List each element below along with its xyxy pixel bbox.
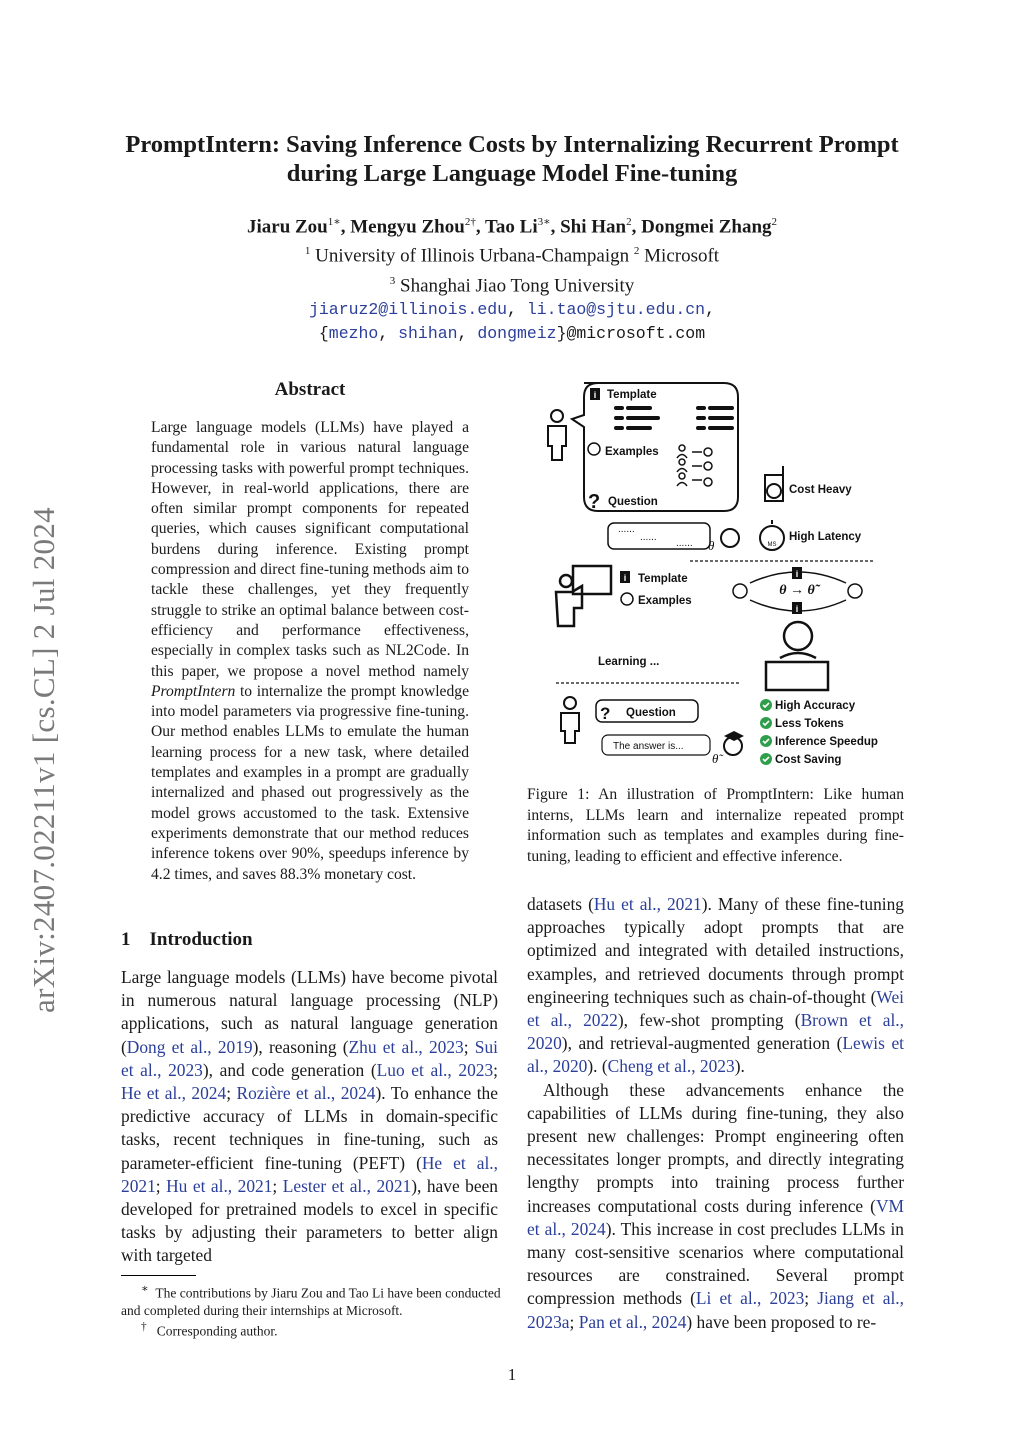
- citation-link[interactable]: Cheng et al., 2023: [607, 1056, 735, 1077]
- paper-title: [0, 130, 1024, 188]
- author-2: Mengyu Zhou: [350, 216, 465, 238]
- person-icon: [548, 410, 566, 460]
- footnote-2: Corresponding author.: [156, 1323, 278, 1338]
- abstract-heading: Abstract: [274, 379, 346, 400]
- email-link-zou[interactable]: jiaruz2@illinois.edu: [309, 299, 508, 319]
- email-link-zhou[interactable]: mezho: [328, 323, 379, 343]
- author-1: Jiaru Zou: [246, 216, 328, 238]
- citation-link[interactable]: He et al., 2021: [121, 1152, 498, 1196]
- right-paragraph-1: datasets (Hu et al., 2021). Many of these fine-tuning approaches typically adopt prompts that are optimized and integrated with detailed instructions, examples, and retrieved documents through prompt engineering techniques such as chain-of-thought (Wei et al., 2022), few-shot prompting (Brown et al., 2020), and retrieval-augmented generation (Lewis et al., 2020). (Cheng et al., 2023).: [527, 894, 904, 1077]
- svg-text:i: i: [795, 569, 799, 579]
- svg-text:i: i: [795, 604, 799, 614]
- citation-link[interactable]: Lewis et al., 2020: [527, 1033, 904, 1077]
- figure-1: [540, 378, 900, 773]
- email-link-han[interactable]: shihan: [398, 323, 458, 343]
- abstract-body: Large language models (LLMs) have played a fundamental role in various natural language processing tasks with powerful prompt techniques. However, in real-world applications, there are often similar prompt components for repeated queries, which causes significant computational burdens during inference. Existing prompt compression and direct fine-tuning methods aim to tackle these challenges, yet they frequently struggle to strike an optimal balance between cost-efficiency and performance effectiveness, especially in complex tasks such as NL2Code. In this paper, we propose a novel method namely PromptIntern to internalize the prompt knowledge into model parameters via progressive fine-tuning. Our method enables LLMs to emulate the human learning process for a new task, where detailed templates and examples in a prompt are gradually internalized and phased out progressively as the model grows accustomed to the task. Extensive experiments demonstrate that our method reduces inference tokens over 90%, speedups inference by 4.2 times, and saves 88.3% monetary cost.: [151, 419, 469, 883]
- cost-icon: [765, 466, 783, 501]
- svg-text:i: i: [593, 390, 597, 400]
- desk-icon: [766, 653, 828, 690]
- citation-link[interactable]: Hu et al., 2021: [166, 1175, 273, 1196]
- benefit-item: Less Tokens: [775, 718, 844, 730]
- footnotes: ∗ The contributions by Jiaru Zou and Tao Li have been conducted and completed during their internships at Microsoft. † Corresponding author.: [121, 1283, 501, 1338]
- citation-link[interactable]: Rozière et al., 2024: [236, 1083, 376, 1104]
- fig-template-label-2: Template: [638, 573, 688, 585]
- affiliation-line-2: $^3$ Shanghai Jiao Tong University: [389, 274, 635, 296]
- intro-paragraph-1: Large language models (LLMs) have become pivotal in numerous natural language processing (NLP) applications, such as natural language generation (Dong et al., 2019), reasoning (Zhu et al., 2023; Sui et al., 2023), and code generation (Luo et al., 2023; He et al., 2024; Rozière et al., 2024). To enhance the predictive accuracy of LLMs in domain-specific tasks, recent techniques in fine-tuning, such as parameter-efficient fine-tuning (PEFT) (He et al., 2021; Hu et al., 2021; Lester et al., 2021), have been developed for pretrained models to excel in specific tasks by adjusting their parameters to better align with targeted: [121, 967, 499, 1266]
- person-icon: [561, 697, 579, 743]
- citation-link[interactable]: Hu et al., 2021: [593, 894, 702, 914]
- author-block: [0, 210, 1024, 346]
- title-line-1: PromptIntern: Saving Inference Costs by Internalizing Recurrent Prompt: [125, 131, 899, 158]
- fig-question-label-2: Question: [626, 707, 676, 719]
- title-line-2: during Large Language Model Fine-tuning: [286, 160, 738, 187]
- brain-icon: [733, 584, 747, 598]
- citation-link[interactable]: Lester et al., 2021: [282, 1175, 412, 1196]
- author-4: Shi Han: [560, 216, 627, 238]
- theta-label: θ: [708, 538, 715, 553]
- fig-examples-label: Examples: [605, 446, 659, 458]
- footnote-1: The contributions by Jiaru Zou and Tao Li have been conducted and completed during their internships at Microsoft.: [121, 1285, 501, 1318]
- citation-link[interactable]: Pan et al., 2024: [578, 1311, 687, 1332]
- citation-link[interactable]: Dong et al., 2019: [126, 1036, 253, 1057]
- author-3: Tao Li: [484, 216, 538, 238]
- author-5: Dongmei Zhang: [641, 216, 772, 238]
- fig-examples-label-2: Examples: [638, 595, 692, 607]
- citation-link[interactable]: Brown et al., 2020: [527, 1010, 904, 1054]
- theta-update-label: θ → θ̃: [779, 583, 815, 598]
- svg-text:i: i: [623, 573, 627, 583]
- benefit-item: Inference Speedup: [775, 736, 878, 748]
- llm-logo-icon: [784, 622, 812, 650]
- fig-question-label: Question: [608, 496, 658, 508]
- citation-link[interactable]: Sui et al., 2023: [121, 1036, 498, 1080]
- citation-link[interactable]: Luo et al., 2023: [376, 1059, 494, 1080]
- citation-link[interactable]: Li et al., 2023: [695, 1288, 805, 1309]
- fig-learning-label: Learning ...: [598, 656, 660, 668]
- author-names: Jiaru Zou$^{1∗}$, Mengyu Zhou$^{2\dagger}$, Tao $Li^{3∗}$, Shi Han$^2$, Dongmei Zhang$^2$: [246, 216, 778, 238]
- llm-logo-icon: [721, 529, 739, 547]
- citation-link[interactable]: Zhu et al., 2023: [348, 1036, 464, 1057]
- brain-icon: [588, 443, 600, 455]
- benefit-item: High Accuracy: [775, 700, 856, 712]
- examples-icon: [677, 445, 712, 486]
- right-paragraph-2: Although these advancements enhance the capabilities of LLMs during fine-tuning, they also present new challenges: Prompt engineering often necessitates longer prompts, and directly integrating lengthy prompts into training process further increases computational costs during inference (VM et al., 2024). This increase in cost precludes LLMs in many cost-sensitive scenarios where computational resources are constrained. Several prompt compression methods (Li et al., 2023; Jiang et al., 2023a; Pan et al., 2024) have been proposed to re-: [527, 1079, 905, 1332]
- arxiv-sidebar: [4, 480, 84, 1040]
- email-line-1: jiaruz2@illinois.edu, li.tao@sjtu.edu.cn,: [309, 299, 715, 319]
- svg-text:......: ......: [676, 538, 693, 549]
- figure-1-caption: Figure 1: An illustration of PromptIntern: Like human interns, LLMs learn and internalize repeated prompt information such as templates and examples during fine-tuning, leading to efficient and effective inference.: [527, 786, 904, 865]
- brain-icon: [621, 593, 633, 605]
- email-line-2: {mezho, shihan, dongmeiz}@microsoft.com: [318, 323, 706, 343]
- affiliation-line-1: $^1$ University of Illinois Urbana-Champaign $^2$ Microsoft: [304, 245, 720, 267]
- citation-link[interactable]: VM et al., 2024: [527, 1195, 904, 1239]
- email-link-li[interactable]: li.tao@sjtu.edu.cn: [526, 299, 706, 319]
- right-column-text: [527, 893, 904, 1334]
- fig-template-label: Template: [607, 389, 657, 401]
- footnote-rule: [121, 1275, 196, 1276]
- brain-icon: [848, 584, 862, 598]
- latency-badge: MS: [767, 542, 777, 548]
- question-mark-icon: ?: [600, 704, 611, 723]
- svg-text:......: ......: [618, 524, 635, 535]
- citation-link[interactable]: Jiang et al., 2023a: [527, 1288, 905, 1332]
- fig-answer-label: The answer is...: [613, 741, 684, 752]
- theta-tilde-label: θ̃: [712, 751, 719, 766]
- teacher-icon: [556, 566, 611, 626]
- list-icon: [616, 408, 732, 428]
- section-heading-introduction: 1 Introduction: [121, 929, 253, 950]
- fig-cost-heavy-label: Cost Heavy: [789, 484, 852, 496]
- benefit-list: [760, 699, 878, 766]
- citation-link[interactable]: Wei et al., 2022: [527, 986, 904, 1031]
- question-mark-icon: ?: [588, 491, 601, 513]
- svg-text:......: ......: [640, 532, 657, 543]
- email-link-zhang[interactable]: dongmeiz: [477, 323, 557, 343]
- page-number: 1: [507, 1365, 517, 1384]
- citation-link[interactable]: He et al., 2024: [121, 1083, 227, 1104]
- benefit-item: Cost Saving: [775, 754, 842, 766]
- arxiv-id: arXiv:2407.02211v1 [cs.CL] 2 Jul 2024: [26, 507, 61, 1013]
- fig-high-latency-label: High Latency: [789, 531, 862, 543]
